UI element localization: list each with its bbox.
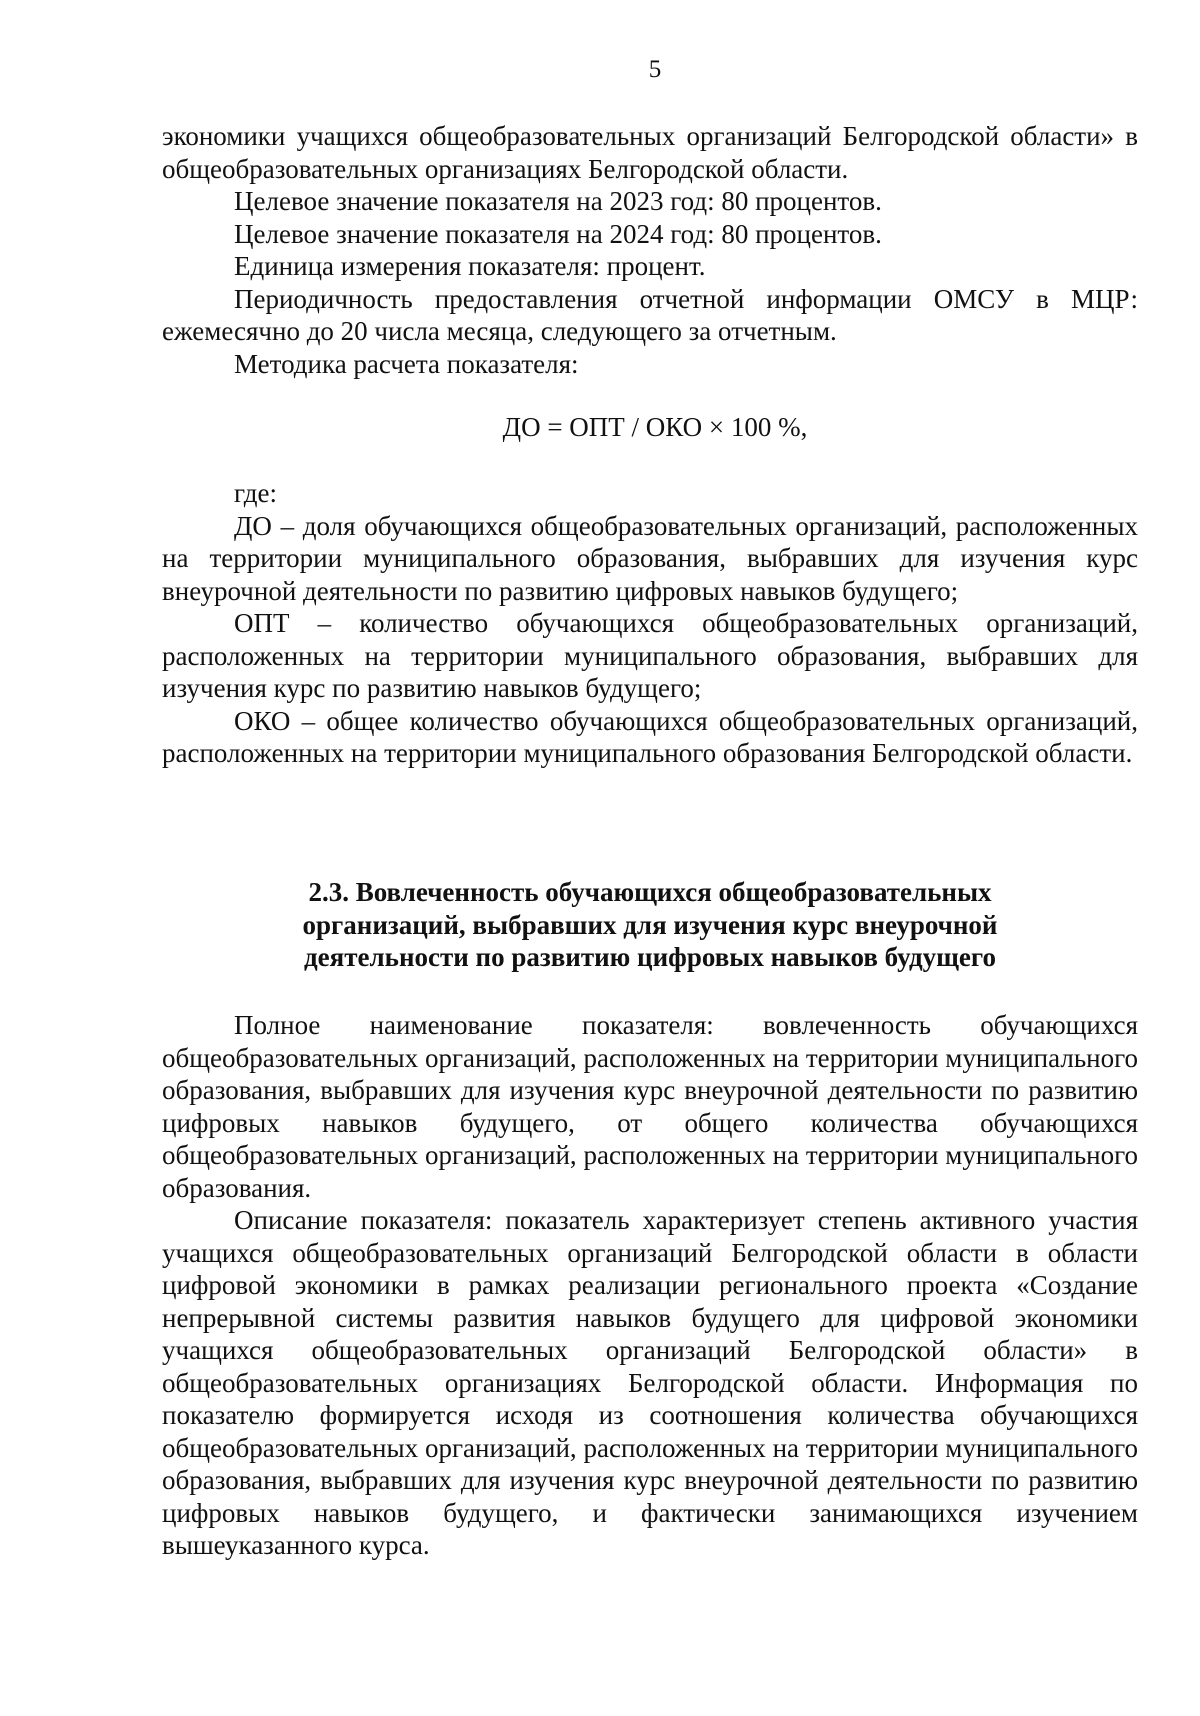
- paragraph-target-2024: Целевое значение показателя на 2024 год: 80 процентов.: [234, 218, 882, 249]
- paragraph-periodicity: Периодичность предоставления отчетной информации ОМСУ в МЦР: ежемесячно до 20 числа месяца, следующего за отчетным.: [162, 283, 1138, 346]
- heading-line-1: 2.3. Вовлеченность обучающихся общеобразовательных: [308, 877, 992, 907]
- paragraph-description: Описание показателя: показатель характеризует степень активного участия учащихся общеобразовательных организаций Белгородской области в области цифровой экономики в рамках реализации регионального проекта «Создание непрерывной системы развития навыков будущего для цифровой экономики учащихся общеобразовательных организаций Белгородской области» в общеобразовательных организациях Белгородской области. Информация по показателю формируется исходя из соотношения количества обучающихся общеобразовательных организаций, расположенных на территории муниципального образования, выбравших для изучения курс внеурочной деятельности по развитию цифровых навыков будущего, и фактически занимающихся изучением вышеуказанного курса.: [162, 1205, 1138, 1560]
- paragraph-method: Методика расчета показателя:: [234, 348, 579, 379]
- text-block-3: [162, 1009, 1138, 1562]
- text-block-1: [162, 120, 1138, 380]
- section-heading: [162, 876, 1138, 974]
- heading-line-3: деятельности по развитию цифровых навыков будущего: [304, 942, 996, 972]
- definition-opt: ОПТ – количество обучающихся общеобразовательных организаций, расположенных на территории муниципального образования, выбравших для изучения курс по развитию навыков будущего;: [162, 608, 1138, 703]
- text-block-2: [162, 477, 1138, 770]
- paragraph-where: где:: [234, 478, 277, 508]
- paragraph-continuation: экономики учащихся общеобразовательных организаций Белгородской области» в общеобразовательных организациях Белгородской области.: [162, 121, 1138, 184]
- heading-line-2: организаций, выбравших для изучения курс внеурочной: [302, 909, 998, 940]
- formula: ДО = ОПТ / ОКО × 100 %,: [502, 412, 808, 442]
- page-number: 5: [648, 56, 662, 83]
- definition-oko: ОКО – общее количество обучающихся общеобразовательных организаций, расположенных на территории муниципального образования Белгородской области.: [162, 705, 1138, 768]
- paragraph-unit: Единица измерения показателя: процент.: [234, 251, 706, 281]
- paragraph-full-name: Полное наименование показателя: вовлеченность обучающихся общеобразовательных организаций, расположенных на территории муниципального образования, выбравших для изучения курс внеурочной деятельности по развитию цифровых навыков будущего, от общего количества обучающихся общеобразовательных организаций, расположенных на территории муниципального образования.: [162, 1010, 1138, 1203]
- paragraph-target-2023: Целевое значение показателя на 2023 год: 80 процентов.: [234, 186, 882, 216]
- definition-do: ДО – доля обучающихся общеобразовательных организаций, расположенных на территории муниципального образования, выбравших для изучения курс внеурочной деятельности по развитию цифровых навыков будущего;: [162, 510, 1138, 606]
